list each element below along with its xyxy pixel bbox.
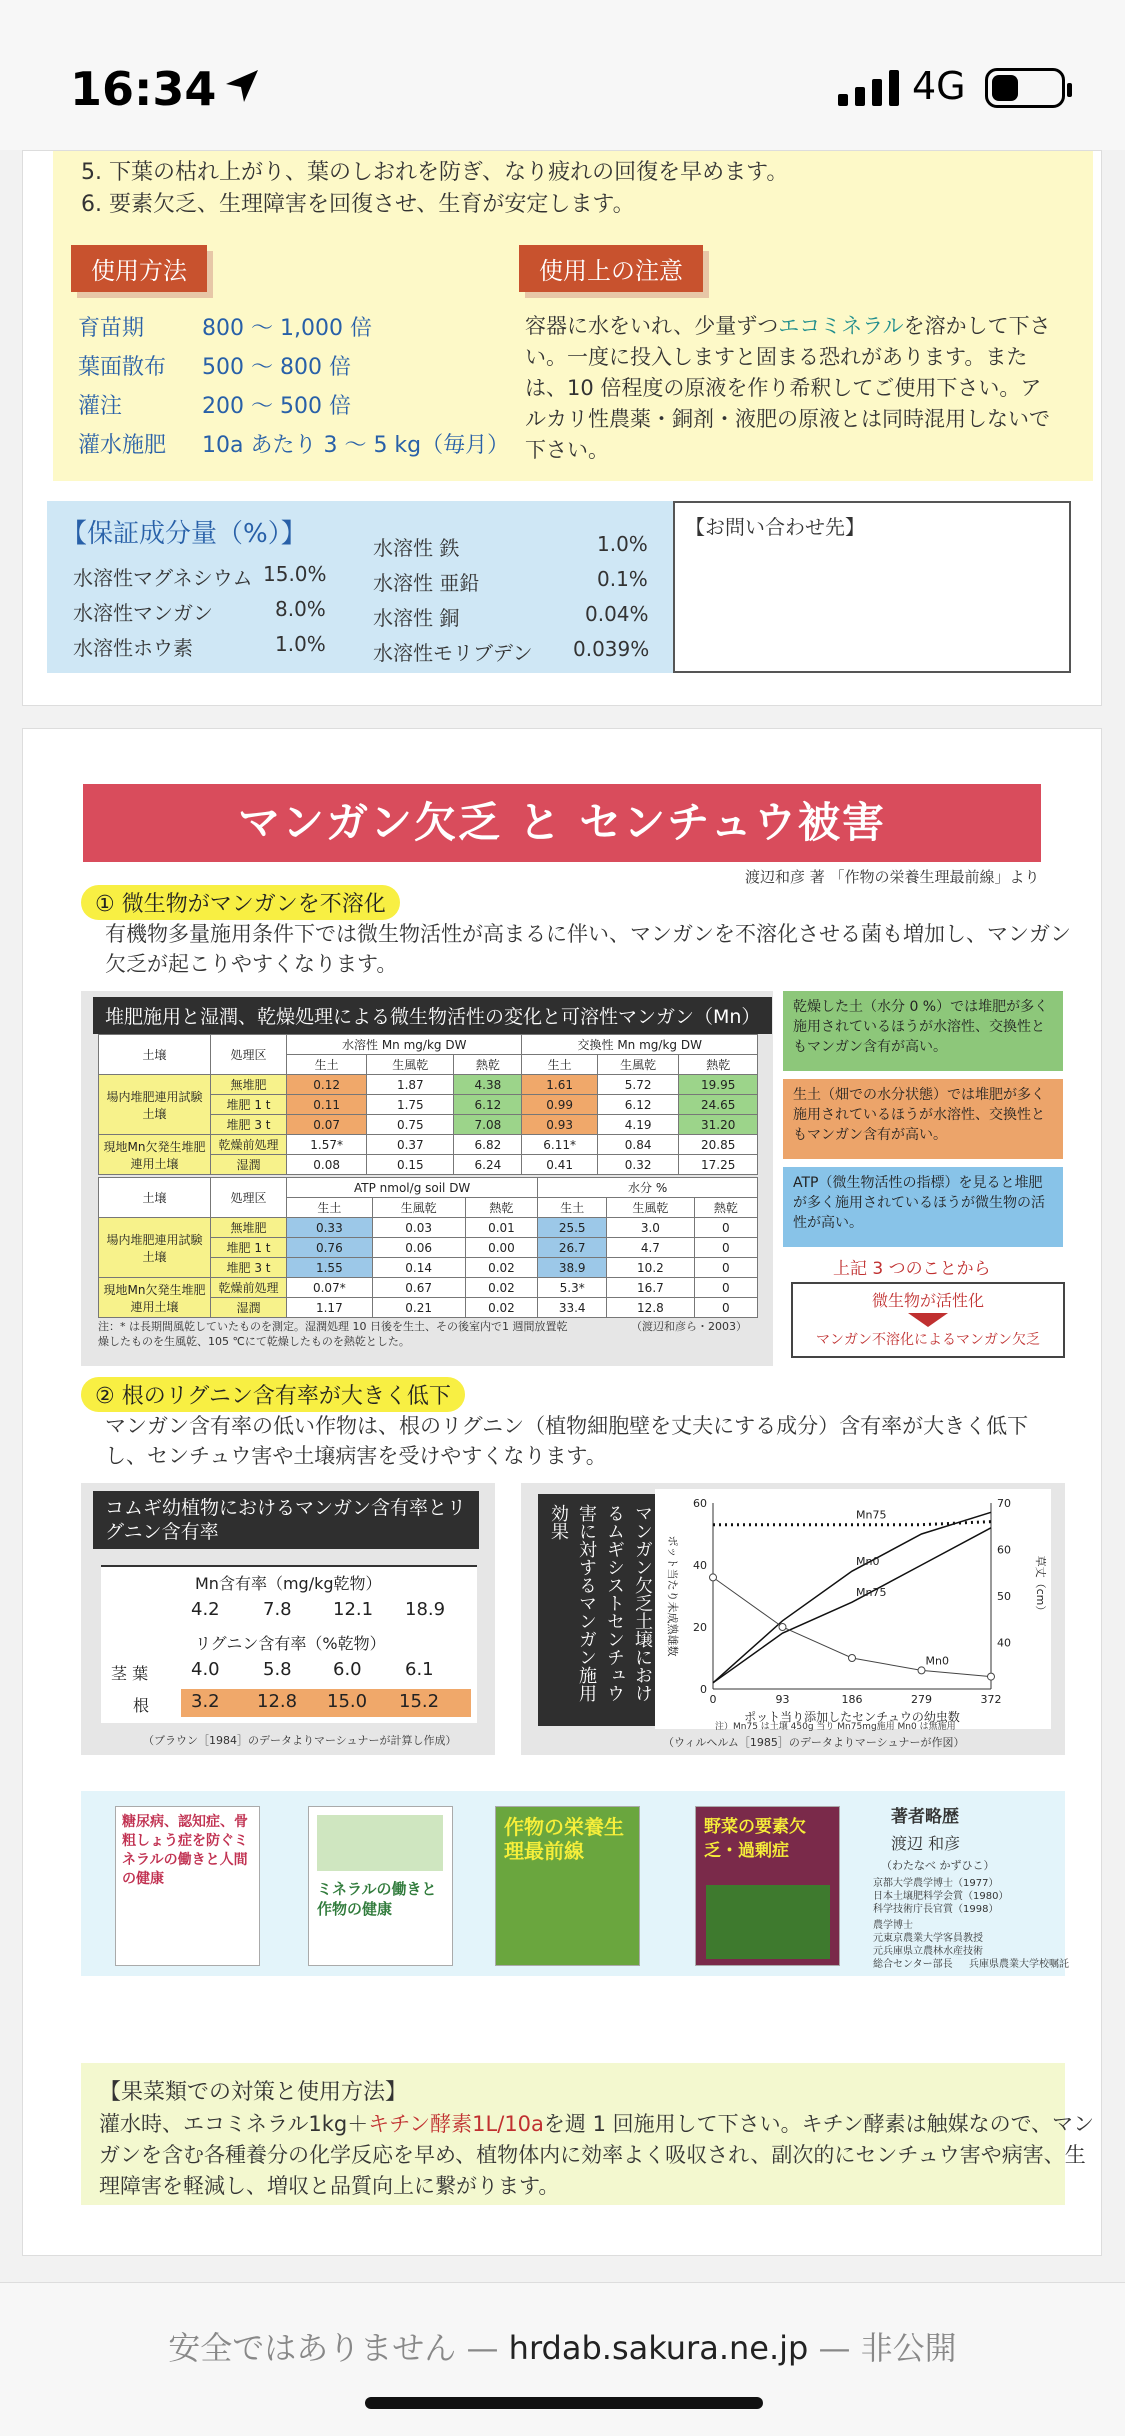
table-row [99,1218,758,1238]
data-point [918,1667,925,1674]
th-sub: 生風乾 [372,1198,465,1218]
cell: 6.11* [522,1135,597,1155]
cell: 0.37 [367,1135,454,1155]
comp-name: 水溶性 亜鉛 [373,571,480,595]
cell: 6.24 [454,1155,522,1175]
book-cover [115,1806,260,1966]
cell: 0.12 [287,1075,367,1095]
root-val: 15.0 [327,1691,368,1712]
cell: 0 [694,1278,757,1298]
author-line: 兵庫県農業大学校嘱託 [969,1959,1069,1970]
cell: 0.02 [465,1298,538,1318]
cell-treat: 湿潤 [211,1298,287,1318]
source-credit: 渡辺和彦 著 「作物の栄養生理最前線」より [745,868,1040,886]
comp-name: 水溶性 鉄 [373,536,460,560]
mn-table [98,1034,758,1175]
cell: 16.7 [607,1278,695,1298]
countermeasure-panel [81,2063,1095,2205]
section-2-text: マンガン含有率の低い作物は、根のリグニン（植物細胞壁を丈夫にする成分）含有率が大きく低下し、センチュウ害や土壌病害を受けやすくなります。 [105,1414,1029,1468]
th-atp: ATP nmol/g soil DW [287,1178,538,1198]
stem-val: 6.1 [405,1659,434,1680]
y-tick-label: 60 [693,1497,707,1510]
cell: 19.95 [679,1075,758,1095]
usage-row [78,311,372,342]
table-head-row [99,1035,758,1055]
home-indicator[interactable] [365,2397,763,2409]
author-name: 渡辺 和彦 [891,1834,961,1853]
author-line: 京都大学農学博士（1977） [873,1878,999,1889]
cell: 0.00 [465,1238,538,1258]
th-sub: 生風乾 [367,1055,454,1075]
comp-name: 水溶性ホウ素 [73,636,193,660]
th-sub: 生土 [287,1198,373,1218]
book-cover [308,1806,453,1966]
cell: 0 [694,1218,757,1238]
section-1-text: 有機物多量施用条件下では微生物活性が高まるに伴い、マンガンを不溶化させる菌も増加し、マンガン欠乏が起こりやすくなります。 [105,922,1071,976]
conclusion-box [791,1282,1065,1358]
cell: 5.72 [597,1075,679,1095]
cell-treat: 堆肥 3 t [211,1115,287,1135]
x-tick-label: 93 [775,1693,790,1706]
root-val: 12.8 [257,1691,298,1712]
th-sub: 生土 [522,1055,597,1075]
data-point [849,1655,856,1662]
cell: 0.08 [287,1155,367,1175]
stem-label: 茎 葉 [111,1664,149,1683]
cell: 0.67 [372,1278,465,1298]
y-tick-label: 20 [693,1621,707,1634]
chart-note: 注）Mn75 は土壌 450g 当り Mn75mg施用 Mn0 は無施用 [715,1722,956,1732]
stem-val: 6.0 [333,1659,362,1680]
table-source: （渡辺和彦ら・2003） [631,1320,747,1333]
th-sub: 熱乾 [454,1055,522,1075]
caution-title: 使用上の注意 [519,245,703,292]
cell: 0.32 [597,1155,679,1175]
cell: 6.12 [454,1095,522,1115]
composition-title: 【保証成分量（%）】 [61,519,307,549]
author-line: 総合センター部長 [873,1959,953,1970]
finding-box-blue: ATP（微生物活性の指標）を見ると堆肥が多く施用されているほうが微生物の活性が高い。 [783,1167,1063,1247]
cell: 31.20 [679,1115,758,1135]
cell: 38.9 [538,1258,607,1278]
th-sub: 生風乾 [597,1055,679,1075]
cell: 0.76 [287,1238,373,1258]
banner-title: マンガン欠乏 と センチュウ被害 [83,784,1041,862]
comp-value: 1.0% [275,632,326,656]
cell: 26.7 [538,1238,607,1258]
x-tick-label: 279 [911,1693,932,1706]
network-type: 4G [912,64,966,108]
cell-treat: 無堆肥 [211,1218,287,1238]
brochure-page-top [22,150,1102,706]
cell: 1.55 [287,1258,373,1278]
author-line: 科学技術庁長官賞（1998） [873,1904,999,1915]
cell: 1.17 [287,1298,373,1318]
series-label: Mn0 [925,1654,949,1668]
conclusion-line-2: マンガン不溶化によるマンガン欠乏 [816,1332,1040,1348]
browser-address-bar[interactable] [0,2282,1125,2436]
cell-soil: 現地Mn欠発生堆肥連用土壌 [99,1278,211,1318]
stem-val: 5.8 [263,1659,292,1680]
y-axis-label-right: 草丈（cm） [1034,1555,1047,1617]
author-line: 日本土壌肥料学会賞（1980） [873,1891,1009,1902]
usage-value: 200 ～ 500 倍 [202,394,351,419]
comp-name: 水溶性モリブデン [373,641,533,665]
cell: 0.07* [287,1278,373,1298]
book-title: 糖尿病、認知症、骨粗しょう症を防ぐミネラルの働きと人間の健康 [122,1814,248,1887]
cell: 0.07 [287,1115,367,1135]
cell: 0.84 [597,1135,679,1155]
cell-treat: 湿潤 [211,1155,287,1175]
mn-val: 12.1 [333,1599,374,1620]
conclusion-title: 上記 3 つのことから [833,1259,991,1279]
data-point [988,1673,995,1680]
cell: 1.75 [367,1095,454,1115]
usage-row [78,350,351,381]
table-row [99,1278,758,1298]
table-row [99,1135,758,1155]
author-kana: （わたなべ かずひこ） [881,1859,995,1872]
th-sub: 熱乾 [679,1055,758,1075]
url-text[interactable]: 安全ではありません — hrdab.sakura.ne.jp — 非公開 [168,2329,957,2367]
cell: 0.99 [522,1095,597,1115]
cell: 0 [694,1258,757,1278]
brochure-page-manganese [22,728,1102,2256]
th-water: 水溶性 Mn mg/kg DW [287,1035,522,1055]
cell: 6.12 [597,1095,679,1115]
cell: 0.41 [522,1155,597,1175]
series-label: Mn0 [856,1555,880,1569]
section-1-title: ① 微生物がマンガンを不溶化 [81,885,400,920]
table-head-row [99,1178,758,1198]
author-line: 農学博士 [873,1920,913,1931]
cell: 0 [694,1238,757,1258]
cell: 1.57* [287,1135,367,1155]
x-tick-label: 0 [709,1693,717,1706]
cell: 17.25 [679,1155,758,1175]
countermeasure-title: 【果菜類での対策と使用方法】 [99,2080,408,2105]
author-line: 元兵庫県立農林水産技術 [873,1946,983,1957]
cell-treat: 乾燥前処理 [211,1135,287,1155]
cell: 0.15 [367,1155,454,1175]
conclusion-line-1: 微生物が活性化 [871,1291,984,1310]
usage-value: 500 ～ 800 倍 [202,355,351,380]
cell: 0.21 [372,1298,465,1318]
usage-label: 葉面散布 [78,355,167,380]
lignin-title: コムギ幼植物におけるマンガン含有率とリグニン含有率 [93,1491,479,1549]
cell-soil: 場内堆肥連用試験土壌 [99,1075,211,1135]
y-tick-label-right: 50 [997,1590,1011,1603]
comp-name: 水溶性マンガン [73,601,213,625]
th-treat: 処理区 [211,1178,287,1218]
series-label: Mn75 [856,1508,887,1522]
comp-value: 0.1% [597,567,648,591]
cell-treat: 堆肥 3 t [211,1258,287,1278]
comp-value: 15.0% [263,562,327,586]
arrow-down-icon [908,1313,948,1327]
th-sub: 生土 [287,1055,367,1075]
cell: 0 [694,1298,757,1318]
lignin-source: （ブラウン［1984］のデータよりマーシュナーが計算し作成） [143,1734,457,1747]
cell: 1.87 [367,1075,454,1095]
cell: 5.3* [538,1278,607,1298]
comp-name: 水溶性 銅 [373,606,460,630]
data-point [779,1624,786,1631]
mn-val: 4.2 [191,1599,220,1620]
caution-text-b: を溶かして下さい。一度に投入しますと固まる恐れがあります。または、10 倍程度の原液を作り希釈してご使用下さい。アルカリ性農薬・銅剤・液肥の原液とは同時混用しないで下さい。 [525,314,1051,462]
y-tick-label-right: 70 [997,1497,1011,1510]
cell: 7.08 [454,1115,522,1135]
cell: 33.4 [538,1298,607,1318]
usage-value: 10a あたり 3 ～ 5 kg（毎月） [202,433,510,458]
x-tick-label: 372 [980,1693,1002,1706]
cell: 4.7 [607,1238,695,1258]
finding-box-green: 乾燥した土（水分 0 %）では堆肥が多く施用されているほうが水溶性、交換性ともマンガン含有が高い。 [783,991,1063,1071]
th-exch: 交換性 Mn mg/kg DW [522,1035,758,1055]
cell: 3.0 [607,1218,695,1238]
mn-val: 7.8 [263,1599,292,1620]
status-bar [0,0,1125,150]
chitin-dose: キチン酵素1L/10a [368,2112,544,2136]
cell: 0.06 [372,1238,465,1258]
battery-icon [985,68,1065,108]
y-tick-label-right: 40 [997,1636,1011,1650]
atp-table [98,1177,758,1318]
book-art [706,1885,830,1959]
usage-row [78,389,351,420]
comp-value: 8.0% [275,597,326,621]
cell: 4.19 [597,1115,679,1135]
product-name: エコミネラル [778,314,904,338]
finding-box-orange: 生土（畑での水分状態）では堆肥が多く施用されているほうが水溶性、交換性ともマンガン含有が高い。 [783,1079,1063,1159]
cell-treat: 無堆肥 [211,1075,287,1095]
book-cover [695,1806,840,1966]
cell: 24.65 [679,1095,758,1115]
table-note: 注：* は長期間風乾していたものを測定。湿潤処理 10 日後を生土、その後室内で1 週間放置乾燥したものを生風乾、105 ℃にて乾燥したものを熱乾とした。 [98,1320,568,1348]
th-sub: 生土 [538,1198,607,1218]
cell: 0.11 [287,1095,367,1115]
countermeasure-text [99,2109,1099,2202]
cell: 0.93 [522,1115,597,1135]
th-sub: 熱乾 [465,1198,538,1218]
cell: 0.33 [287,1218,373,1238]
comp-value: 0.04% [585,602,649,626]
mn-label: Mn含有率（mg/kg乾物） [195,1574,382,1593]
cell: 0.14 [372,1258,465,1278]
caution-text [525,311,1055,466]
book-title: 野菜の要素欠乏・過剰症 [704,1817,806,1861]
countermeasure-text-a: 灌水時、エコミネラル1kg＋ [99,2112,369,2136]
author-line: 元東京農業大学客員教授 [873,1933,983,1944]
x-tick-label: 186 [841,1693,863,1706]
comp-value: 1.0% [597,532,648,556]
lignin-label: リグニン含有率（%乾物） [195,1634,386,1653]
x-axis-label: ポット当り添加したセンチュウの幼虫数 [744,1710,960,1724]
benefit-item-5: 5. 下葉の枯れ上がり、葉のしおれを防ぎ、なり疲れの回復を早めます。 [81,160,789,185]
caution-text-a: 容器に水をいれ、少量ずつ [525,314,779,338]
cell-soil: 現地Mn欠発生堆肥連用土壌 [99,1135,211,1175]
table-title: 堆肥施用と湿潤、乾燥処理による微生物活性の変化と可溶性マンガン（Mn） [93,997,772,1034]
data-point [710,1574,717,1581]
stem-val: 4.0 [191,1659,220,1680]
series-label: Mn75 [856,1586,887,1600]
cell: 25.5 [538,1218,607,1238]
cell: 0.03 [372,1218,465,1238]
cell-soil: 場内堆肥連用試験土壌 [99,1218,211,1278]
signal-icon [838,70,904,106]
mn-val: 18.9 [405,1599,446,1620]
cell: 10.2 [607,1258,695,1278]
comp-value: 0.039% [573,637,650,661]
author-title: 著者略歴 [891,1807,959,1827]
usage-label: 灌注 [78,394,123,419]
cell: 6.82 [454,1135,522,1155]
section-2-title: ② 根のリグニン含有率が大きく低下 [81,1377,465,1412]
cell-treat: 堆肥 1 t [211,1095,287,1115]
th-soil: 土壌 [99,1035,211,1075]
cell: 0.02 [465,1258,538,1278]
comp-name: 水溶性マグネシウム [73,566,253,590]
usage-row [78,428,509,459]
table-row [99,1075,758,1095]
y-tick-label-right: 60 [997,1543,1011,1557]
th-sub: 熱乾 [694,1198,757,1218]
y-axis-label-left: ポット当たり未成熟雄数 [666,1535,679,1657]
root-val: 3.2 [191,1691,220,1712]
book-art [317,1815,443,1871]
book-cover [495,1806,640,1966]
root-label: 根 [133,1696,150,1715]
clock: 16:34 [70,62,217,116]
chart-source: （ウィルヘルム［1985］のデータよりマーシュナーが作図） [663,1736,965,1749]
contact-label: 【お問い合わせ先】 [685,515,865,539]
usage-value: 800 ～ 1,000 倍 [202,316,372,341]
countermeasure-text-b: を週 1 回施用して下さい。キチン酵素は触媒なので、マンガンを含む各種養分の化学反応を早め、植物体内に効率よく吸収され、副次的にセンチュウ害や病害、生理障害を軽減し、増収と品質向上に繋がります。 [99,2112,1095,2198]
cell: 0.02 [465,1278,538,1298]
y-tick-label: 0 [700,1683,707,1696]
benefit-item-6: 6. 要素欠乏、生理障害を回復させ、生育が安定します。 [81,192,635,217]
contact-box [673,501,1071,673]
cell: 12.8 [607,1298,695,1318]
usage-title: 使用方法 [71,245,207,292]
y-tick-label: 40 [693,1559,707,1572]
book-title: ミネラルの働きと作物の健康 [317,1880,437,1918]
cell-treat: 堆肥 1 t [211,1238,287,1258]
cell: 0.01 [465,1218,538,1238]
th-sub: 生風乾 [607,1198,695,1218]
book-title: 作物の栄養生理最前線 [504,1815,624,1863]
cell: 0.75 [367,1115,454,1135]
th-treat: 処理区 [211,1035,287,1075]
nematode-chart [655,1489,1051,1729]
cell: 4.38 [454,1075,522,1095]
cell-treat: 乾燥前処理 [211,1278,287,1298]
cell: 20.85 [679,1135,758,1155]
usage-label: 育苗期 [78,316,145,341]
th-moist: 水分 % [538,1178,758,1198]
usage-label: 灌水施肥 [78,433,167,458]
th-soil: 土壌 [99,1178,211,1218]
cell: 1.61 [522,1075,597,1095]
chart-vertical-title: マンガン欠乏土壌におけるムギシストセンチュウ害に対するマンガン施用効果 [538,1494,662,1726]
root-val: 15.2 [399,1691,440,1712]
location-arrow-icon [222,66,262,106]
